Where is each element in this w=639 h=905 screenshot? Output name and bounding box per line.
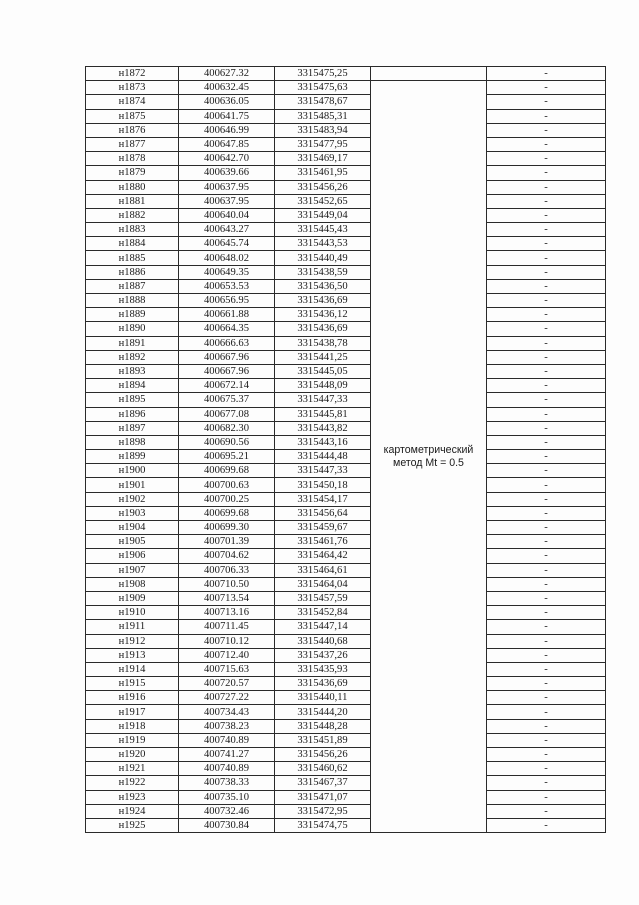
x-coordinate-cell: 400656.95 [179,294,275,308]
table-row [86,634,606,648]
description-cell: - [487,81,606,95]
table-row [86,648,606,662]
x-coordinate-cell: 400741.27 [179,748,275,762]
x-coordinate-cell: 400735.10 [179,790,275,804]
x-coordinate-cell: 400711.45 [179,620,275,634]
x-coordinate-cell: 400699.68 [179,506,275,520]
y-coordinate-cell: 3315485,31 [275,109,371,123]
x-coordinate-cell: 400715.63 [179,662,275,676]
description-cell: - [487,364,606,378]
point-name-cell: н1907 [86,563,179,577]
point-name-cell: н1877 [86,137,179,151]
table-row [86,237,606,251]
point-name-cell: н1922 [86,776,179,790]
description-cell: - [487,308,606,322]
y-coordinate-cell: 3315435,93 [275,662,371,676]
point-name-cell: н1925 [86,818,179,832]
description-cell: - [487,733,606,747]
x-coordinate-cell: 400704.62 [179,549,275,563]
x-coordinate-cell: 400706.33 [179,563,275,577]
table-row [86,350,606,364]
y-coordinate-cell: 3315440,11 [275,691,371,705]
table-row [86,393,606,407]
x-coordinate-cell: 400640.04 [179,208,275,222]
x-coordinate-cell: 400641.75 [179,109,275,123]
y-coordinate-cell: 3315472,95 [275,804,371,818]
y-coordinate-cell: 3315438,78 [275,336,371,350]
y-coordinate-cell: 3315469,17 [275,152,371,166]
table-row [86,606,606,620]
x-coordinate-cell: 400675.37 [179,393,275,407]
table-row [86,322,606,336]
point-name-cell: н1881 [86,194,179,208]
table-row [86,336,606,350]
description-cell: - [487,776,606,790]
description-cell: - [487,591,606,605]
x-coordinate-cell: 400666.63 [179,336,275,350]
y-coordinate-cell: 3315447,33 [275,464,371,478]
description-cell: - [487,67,606,81]
table-row [86,591,606,605]
y-coordinate-cell: 3315440,49 [275,251,371,265]
y-coordinate-cell: 3315475,25 [275,67,371,81]
point-name-cell: н1915 [86,677,179,691]
x-coordinate-cell: 400710.50 [179,577,275,591]
table-row [86,95,606,109]
description-cell: - [487,109,606,123]
y-coordinate-cell: 3315436,50 [275,279,371,293]
description-cell: - [487,748,606,762]
table-row [86,776,606,790]
x-coordinate-cell: 400667.96 [179,350,275,364]
point-name-cell: н1874 [86,95,179,109]
description-cell: - [487,350,606,364]
table-row [86,67,606,81]
point-name-cell: н1872 [86,67,179,81]
y-coordinate-cell: 3315475,63 [275,81,371,95]
y-coordinate-cell: 3315459,67 [275,521,371,535]
x-coordinate-cell: 400653.53 [179,279,275,293]
description-cell: - [487,421,606,435]
description-cell: - [487,322,606,336]
y-coordinate-cell: 3315452,65 [275,194,371,208]
point-name-cell: н1912 [86,634,179,648]
x-coordinate-cell: 400699.30 [179,521,275,535]
table-row [86,762,606,776]
point-name-cell: н1910 [86,606,179,620]
table-row [86,549,606,563]
x-coordinate-cell: 400664.35 [179,322,275,336]
table-row [86,804,606,818]
x-coordinate-cell: 400700.63 [179,478,275,492]
y-coordinate-cell: 3315454,17 [275,492,371,506]
table-row [86,464,606,478]
y-coordinate-cell: 3315478,67 [275,95,371,109]
y-coordinate-cell: 3315444,20 [275,705,371,719]
point-name-cell: н1883 [86,223,179,237]
method-cell [371,81,487,833]
description-cell: - [487,152,606,166]
y-coordinate-cell: 3315461,76 [275,535,371,549]
point-name-cell: н1894 [86,379,179,393]
table-row [86,620,606,634]
point-name-cell: н1920 [86,748,179,762]
description-cell: - [487,123,606,137]
description-cell: - [487,549,606,563]
point-name-cell: н1911 [86,620,179,634]
point-name-cell: н1901 [86,478,179,492]
y-coordinate-cell: 3315452,84 [275,606,371,620]
y-coordinate-cell: 3315447,33 [275,393,371,407]
point-name-cell: н1917 [86,705,179,719]
description-cell: - [487,137,606,151]
point-name-cell: н1908 [86,577,179,591]
coordinates-table [85,66,606,833]
x-coordinate-cell: 400695.21 [179,450,275,464]
y-coordinate-cell: 3315464,61 [275,563,371,577]
point-name-cell: н1902 [86,492,179,506]
table-row [86,208,606,222]
x-coordinate-cell: 400738.33 [179,776,275,790]
table-row [86,251,606,265]
point-name-cell: н1884 [86,237,179,251]
description-cell: - [487,818,606,832]
y-coordinate-cell: 3315447,14 [275,620,371,634]
y-coordinate-cell: 3315457,59 [275,591,371,605]
point-name-cell: н1923 [86,790,179,804]
description-cell: - [487,180,606,194]
description-cell: - [487,719,606,733]
point-name-cell: н1893 [86,364,179,378]
point-name-cell: н1897 [86,421,179,435]
table-row [86,152,606,166]
table-row [86,705,606,719]
point-name-cell: н1882 [86,208,179,222]
point-name-cell: н1904 [86,521,179,535]
coordinates-table-body [86,67,606,833]
description-cell: - [487,393,606,407]
y-coordinate-cell: 3315474,75 [275,818,371,832]
point-name-cell: н1887 [86,279,179,293]
y-coordinate-cell: 3315471,07 [275,790,371,804]
point-name-cell: н1903 [86,506,179,520]
description-cell: - [487,279,606,293]
description-cell: - [487,662,606,676]
y-coordinate-cell: 3315456,64 [275,506,371,520]
point-name-cell: н1891 [86,336,179,350]
table-row [86,81,606,95]
table-row [86,662,606,676]
x-coordinate-cell: 400661.88 [179,308,275,322]
point-name-cell: н1880 [86,180,179,194]
description-cell: - [487,336,606,350]
table-row [86,308,606,322]
table-row [86,379,606,393]
description-cell: - [487,251,606,265]
description-cell: - [487,478,606,492]
point-name-cell: н1888 [86,294,179,308]
point-name-cell: н1898 [86,435,179,449]
x-coordinate-cell: 400667.96 [179,364,275,378]
table-row [86,109,606,123]
point-name-cell: н1896 [86,407,179,421]
point-name-cell: н1876 [86,123,179,137]
y-coordinate-cell: 3315443,82 [275,421,371,435]
table-row [86,691,606,705]
x-coordinate-cell: 400732.46 [179,804,275,818]
x-coordinate-cell: 400643.27 [179,223,275,237]
description-cell: - [487,464,606,478]
x-coordinate-cell: 400720.57 [179,677,275,691]
x-coordinate-cell: 400642.70 [179,152,275,166]
description-cell: - [487,208,606,222]
table-row [86,677,606,691]
description-cell: - [487,648,606,662]
y-coordinate-cell: 3315445,43 [275,223,371,237]
point-name-cell: н1892 [86,350,179,364]
table-row [86,137,606,151]
method-cell-empty [371,67,487,81]
x-coordinate-cell: 400734.43 [179,705,275,719]
table-row [86,492,606,506]
x-coordinate-cell: 400701.39 [179,535,275,549]
table-row [86,790,606,804]
x-coordinate-cell: 400636.05 [179,95,275,109]
description-cell: - [487,563,606,577]
y-coordinate-cell: 3315461,95 [275,166,371,180]
method-line-1: картометрический [383,443,474,456]
y-coordinate-cell: 3315443,53 [275,237,371,251]
description-cell: - [487,223,606,237]
description-cell: - [487,705,606,719]
x-coordinate-cell: 400690.56 [179,435,275,449]
x-coordinate-cell: 400740.89 [179,762,275,776]
y-coordinate-cell: 3315450,18 [275,478,371,492]
y-coordinate-cell: 3315464,42 [275,549,371,563]
x-coordinate-cell: 400637.95 [179,180,275,194]
x-coordinate-cell: 400647.85 [179,137,275,151]
x-coordinate-cell: 400713.54 [179,591,275,605]
point-name-cell: н1886 [86,265,179,279]
description-cell: - [487,762,606,776]
point-name-cell: н1895 [86,393,179,407]
y-coordinate-cell: 3315467,37 [275,776,371,790]
description-cell: - [487,506,606,520]
table-row [86,733,606,747]
x-coordinate-cell: 400682.30 [179,421,275,435]
description-cell: - [487,790,606,804]
point-name-cell: н1885 [86,251,179,265]
description-cell: - [487,237,606,251]
description-cell: - [487,620,606,634]
x-coordinate-cell: 400639.66 [179,166,275,180]
description-cell: - [487,606,606,620]
y-coordinate-cell: 3315441,25 [275,350,371,364]
x-coordinate-cell: 400738.23 [179,719,275,733]
table-row [86,407,606,421]
table-row [86,180,606,194]
table-row [86,818,606,832]
y-coordinate-cell: 3315436,69 [275,294,371,308]
point-name-cell: н1919 [86,733,179,747]
x-coordinate-cell: 400632.45 [179,81,275,95]
y-coordinate-cell: 3315448,09 [275,379,371,393]
y-coordinate-cell: 3315477,95 [275,137,371,151]
x-coordinate-cell: 400727.22 [179,691,275,705]
y-coordinate-cell: 3315445,05 [275,364,371,378]
description-cell: - [487,677,606,691]
point-name-cell: н1900 [86,464,179,478]
y-coordinate-cell: 3315456,26 [275,180,371,194]
point-name-cell: н1905 [86,535,179,549]
y-coordinate-cell: 3315464,04 [275,577,371,591]
description-cell: - [487,166,606,180]
table-row [86,719,606,733]
description-cell: - [487,435,606,449]
point-name-cell: н1899 [86,450,179,464]
x-coordinate-cell: 400699.68 [179,464,275,478]
y-coordinate-cell: 3315448,28 [275,719,371,733]
y-coordinate-cell: 3315451,89 [275,733,371,747]
table-row [86,123,606,137]
x-coordinate-cell: 400627.32 [179,67,275,81]
description-cell: - [487,265,606,279]
table-row [86,563,606,577]
y-coordinate-cell: 3315436,69 [275,677,371,691]
point-name-cell: н1879 [86,166,179,180]
y-coordinate-cell: 3315460,62 [275,762,371,776]
point-name-cell: н1918 [86,719,179,733]
x-coordinate-cell: 400740.89 [179,733,275,747]
y-coordinate-cell: 3315449,04 [275,208,371,222]
description-cell: - [487,95,606,109]
x-coordinate-cell: 400712.40 [179,648,275,662]
description-cell: - [487,535,606,549]
x-coordinate-cell: 400710.12 [179,634,275,648]
y-coordinate-cell: 3315456,26 [275,748,371,762]
table-row [86,748,606,762]
table-row [86,223,606,237]
point-name-cell: н1921 [86,762,179,776]
description-cell: - [487,407,606,421]
y-coordinate-cell: 3315444,48 [275,450,371,464]
description-cell: - [487,450,606,464]
table-row [86,521,606,535]
description-cell: - [487,577,606,591]
point-name-cell: н1873 [86,81,179,95]
table-row [86,166,606,180]
point-name-cell: н1916 [86,691,179,705]
y-coordinate-cell: 3315436,12 [275,308,371,322]
y-coordinate-cell: 3315436,69 [275,322,371,336]
x-coordinate-cell: 400713.16 [179,606,275,620]
y-coordinate-cell: 3315437,26 [275,648,371,662]
x-coordinate-cell: 400700.25 [179,492,275,506]
point-name-cell: н1878 [86,152,179,166]
table-row [86,279,606,293]
y-coordinate-cell: 3315440,68 [275,634,371,648]
table-row [86,364,606,378]
description-cell: - [487,691,606,705]
x-coordinate-cell: 400646.99 [179,123,275,137]
x-coordinate-cell: 400672.14 [179,379,275,393]
table-row [86,194,606,208]
table-row [86,535,606,549]
description-cell: - [487,294,606,308]
x-coordinate-cell: 400645.74 [179,237,275,251]
table-row [86,421,606,435]
description-cell: - [487,804,606,818]
point-name-cell: н1909 [86,591,179,605]
description-cell: - [487,379,606,393]
table-row [86,577,606,591]
description-cell: - [487,521,606,535]
table-row [86,478,606,492]
point-name-cell: н1890 [86,322,179,336]
point-name-cell: н1924 [86,804,179,818]
description-cell: - [487,634,606,648]
table-row [86,435,606,449]
table-row [86,450,606,464]
y-coordinate-cell: 3315443,16 [275,435,371,449]
description-cell: - [487,492,606,506]
table-row [86,506,606,520]
description-cell: - [487,194,606,208]
point-name-cell: н1875 [86,109,179,123]
x-coordinate-cell: 400649.35 [179,265,275,279]
y-coordinate-cell: 3315445,81 [275,407,371,421]
point-name-cell: н1906 [86,549,179,563]
y-coordinate-cell: 3315483,94 [275,123,371,137]
method-line-2: метод Mt = 0.5 [393,456,464,469]
y-coordinate-cell: 3315438,59 [275,265,371,279]
x-coordinate-cell: 400677.08 [179,407,275,421]
x-coordinate-cell: 400730.84 [179,818,275,832]
point-name-cell: н1913 [86,648,179,662]
point-name-cell: н1914 [86,662,179,676]
table-row [86,294,606,308]
table-row [86,265,606,279]
point-name-cell: н1889 [86,308,179,322]
x-coordinate-cell: 400648.02 [179,251,275,265]
x-coordinate-cell: 400637.95 [179,194,275,208]
